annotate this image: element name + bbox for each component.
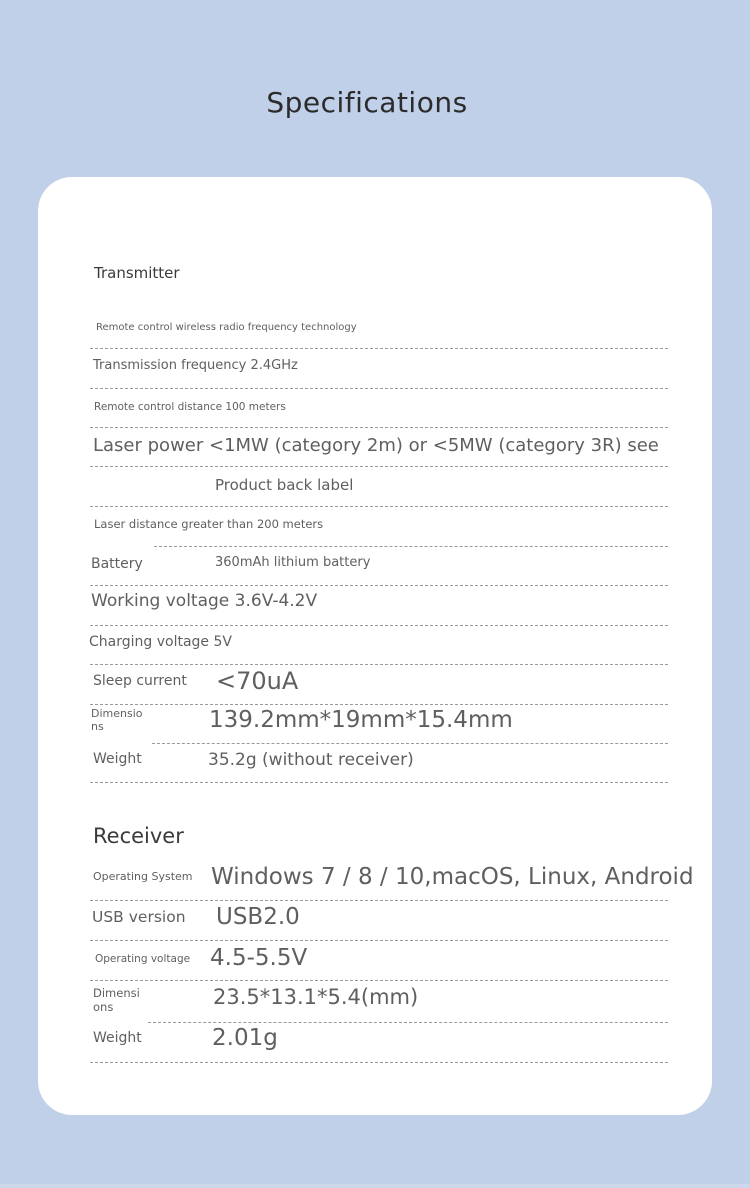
page-title: Specifications [266, 86, 468, 119]
divider [90, 388, 668, 389]
spec-card [38, 177, 712, 1115]
operating-voltage-value: 4.5-5.5V [210, 945, 308, 971]
dimensions-label-part1: Dimensio [91, 707, 143, 720]
divider [90, 704, 668, 705]
receiver-weight-label: Weight [93, 1030, 142, 1046]
divider [152, 743, 668, 744]
weight-label: Weight [93, 751, 142, 767]
dimensions-value: 139.2mm*19mm*15.4mm [209, 707, 513, 733]
remote-distance: Remote control distance 100 meters [94, 401, 286, 413]
divider [90, 348, 668, 349]
dimensions-label-part2: ns [91, 720, 104, 733]
battery-value: 360mAh lithium battery [215, 555, 371, 570]
operating-voltage-label: Operating voltage [95, 953, 191, 965]
receiver-dimensions-value: 23.5*13.1*5.4(mm) [213, 985, 419, 1009]
divider [90, 980, 668, 981]
divider [90, 782, 668, 783]
divider [90, 625, 668, 626]
laser-power: Laser power <1MW (category 2m) or <5MW (category 3R) see [93, 435, 659, 456]
sleep-current-value: <70uA [216, 667, 299, 695]
transmitter-heading: Transmitter [94, 264, 180, 282]
laser-distance: Laser distance greater than 200 meters [94, 517, 324, 531]
sleep-current-label: Sleep current [93, 673, 187, 689]
divider [90, 1062, 668, 1063]
bottom-strip [0, 1184, 750, 1188]
divider [90, 427, 668, 428]
transmission-frequency: Transmission frequency 2.4GHz [93, 358, 298, 373]
laser-power-note: Product back label [215, 476, 354, 494]
battery-label: Battery [91, 556, 143, 572]
divider [90, 506, 668, 507]
usb-version-label: USB version [92, 908, 186, 926]
divider [90, 900, 668, 901]
divider [148, 1022, 668, 1023]
working-voltage: Working voltage 3.6V-4.2V [91, 591, 318, 611]
receiver-weight-value: 2.01g [212, 1025, 278, 1051]
weight-value: 35.2g (without receiver) [208, 750, 414, 770]
charging-voltage: Charging voltage 5V [89, 634, 232, 650]
rf-technology: Remote control wireless radio frequency technology [96, 322, 357, 333]
os-label: Operating System [93, 870, 193, 883]
divider [90, 664, 668, 665]
divider [90, 466, 668, 467]
receiver-dimensions-label-part1: Dimensi [93, 986, 140, 1000]
receiver-dimensions-label-part2: ons [93, 1000, 114, 1014]
os-value: Windows 7 / 8 / 10,macOS, Linux, Android [211, 864, 694, 890]
usb-version-value: USB2.0 [216, 904, 300, 930]
receiver-heading: Receiver [93, 824, 184, 848]
divider [90, 940, 668, 941]
divider [154, 546, 668, 547]
divider [90, 585, 668, 586]
